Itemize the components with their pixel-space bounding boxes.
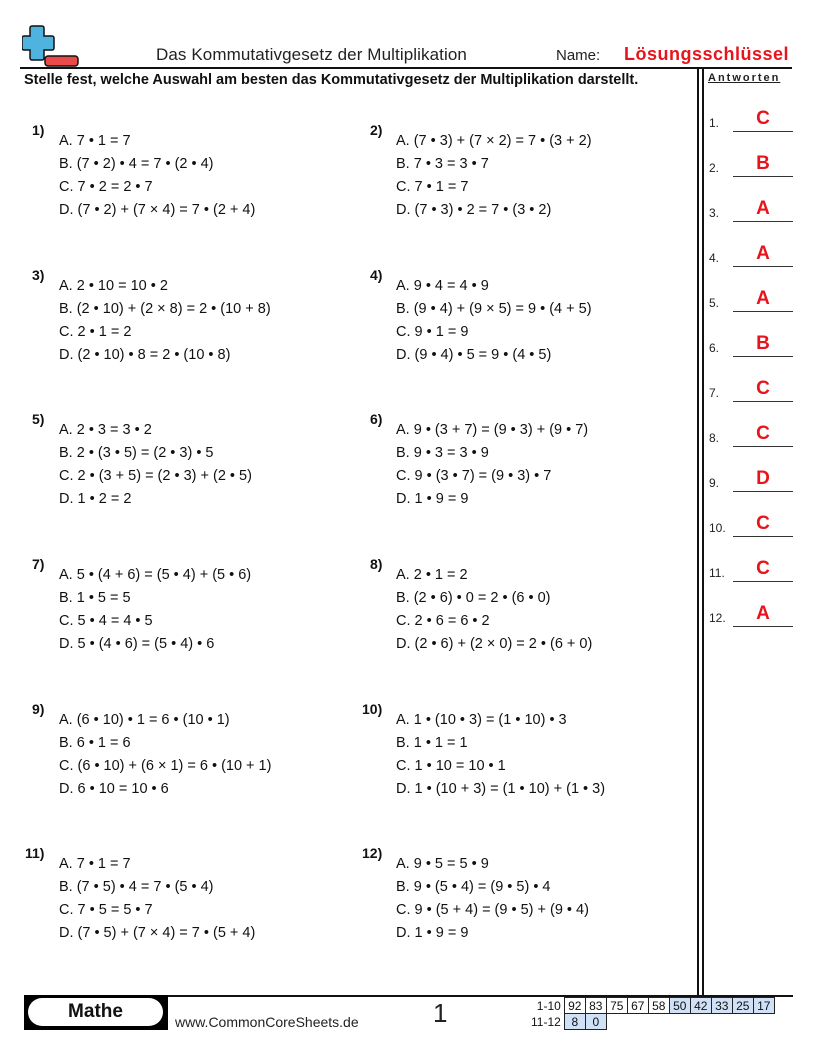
problem-12 [362,845,682,945]
option-a: A. 7 • 1 = 7 [59,856,131,872]
score-row-label: 1-10 [536,998,561,1013]
option-b: B. (7 • 2) • 4 = 7 • (2 • 4) [59,156,214,172]
answer-row [709,196,793,222]
problem-number: 11) [25,845,45,861]
answers-heading: Antworten [708,72,781,84]
option-d: D. (7 • 5) + (7 × 4) = 7 • (5 + 4) [59,925,256,941]
answer-value: C [756,513,770,534]
option-d: D. 1 • 2 = 2 [59,491,132,507]
score-cell: 58 [648,998,669,1014]
option-d: D. (7 • 3) • 2 = 7 • (3 • 2) [396,202,552,218]
answer-row [709,151,793,177]
score-row [528,1014,774,1030]
score-cell: 67 [627,998,648,1014]
logo [22,24,80,68]
option-b: B. 1 • 1 = 1 [396,735,468,751]
answer-line [733,131,793,133]
answer-number: 3. [709,206,720,220]
page-title: Das Kommutativgesetz der Multiplikation [156,45,467,64]
name-field-value: Lösungsschlüssel [624,44,790,64]
problem-number: 2) [370,122,383,138]
option-c: C. 2 • (3 + 5) = (2 • 3) + (2 • 5) [59,468,252,484]
answer-line [733,356,793,358]
problem-7 [32,556,352,656]
score-table [528,997,775,1030]
option-d: D. (9 • 4) • 5 = 9 • (4 • 5) [396,347,552,363]
option-c: C. 2 • 6 = 6 • 2 [396,613,490,629]
option-c: C. 7 • 2 = 2 • 7 [59,179,153,195]
answer-column-divider [702,69,704,997]
problem-1 [32,122,352,222]
answer-number: 6. [709,341,720,355]
answer-line [733,401,793,403]
answer-number: 12. [709,611,726,625]
option-c: C. 7 • 1 = 7 [396,179,469,195]
option-list [59,709,271,801]
problem-number: 4) [370,267,383,283]
name-label: Name: [556,47,601,64]
problem-number: 8) [370,556,383,572]
answer-value: C [756,378,770,399]
score-cell: 8 [564,1014,585,1030]
answer-value: C [756,558,770,579]
problem-10 [362,701,682,801]
answer-number: 7. [709,386,720,400]
score-cell: 33 [711,998,732,1014]
site-link[interactable]: www.CommonCoreSheets.de [175,1014,359,1030]
answer-value: A [756,243,770,264]
answer-row [709,601,793,627]
answer-row [709,421,793,447]
option-d: D. (7 • 2) + (7 × 4) = 7 • (2 + 4) [59,202,256,218]
answer-line [733,491,793,493]
score-cell: 25 [732,998,753,1014]
option-c: C. 9 • 1 = 9 [396,324,469,340]
problem-6 [370,411,690,511]
problem-number: 7) [32,556,45,572]
option-b: B. (7 • 5) • 4 = 7 • (5 • 4) [59,879,214,895]
problem-number: 9) [32,701,45,717]
answer-value: C [756,108,770,129]
score-row [528,998,774,1014]
header-divider [20,67,792,69]
plus-minus-icon [22,24,80,68]
problem-11 [25,845,345,945]
answer-number: 10. [709,521,726,535]
option-d: D. 1 • (10 + 3) = (1 • 10) + (1 • 3) [396,781,606,797]
option-list [59,564,251,656]
answer-line [733,311,793,313]
option-c: C. 1 • 10 = 10 • 1 [396,758,506,774]
option-b: B. 6 • 1 = 6 [59,735,131,751]
problem-number: 12) [362,845,383,861]
score-cell: 17 [753,998,774,1014]
option-d: D. 5 • (4 • 6) = (5 • 4) • 6 [59,636,215,652]
option-d: D. 1 • 9 = 9 [396,491,469,507]
problem-number: 6) [370,411,383,427]
answer-line [733,581,793,583]
option-b: B. 7 • 3 = 3 • 7 [396,156,489,172]
option-list [396,275,592,367]
option-b: B. (9 • 4) + (9 × 5) = 9 • (4 + 5) [396,301,592,317]
option-b: B. 9 • (5 • 4) = (9 • 5) • 4 [396,879,551,895]
option-b: B. 2 • (3 • 5) = (2 • 3) • 5 [59,445,214,461]
option-d: D. 6 • 10 = 10 • 6 [59,781,169,797]
option-d: D. 1 • 9 = 9 [396,925,469,941]
problem-4 [370,267,690,367]
option-list [59,275,271,367]
option-c: C. 2 • 1 = 2 [59,324,132,340]
answer-row [709,511,793,537]
score-cell: 83 [585,998,606,1014]
option-list [59,853,255,945]
score-cell: 50 [669,998,690,1014]
instructions: Stelle fest, welche Auswahl am besten das Kommutativgesetz der Multiplikation darstellt. [24,72,639,88]
answer-number: 8. [709,431,720,445]
option-a: A. 5 • (4 + 6) = (5 • 4) + (5 • 6) [59,567,252,583]
option-a: A. 1 • (10 • 3) = (1 • 10) • 3 [396,712,567,728]
answer-number: 5. [709,296,720,310]
answer-number: 9. [709,476,720,490]
answer-number: 2. [709,161,720,175]
answer-value: D [756,468,770,489]
score-row-label: 11-12 [531,1014,561,1029]
subject-badge: Mathe [28,998,163,1026]
answer-value: A [756,603,770,624]
answer-value: A [756,198,770,219]
answer-line [733,626,793,628]
answer-line [733,266,793,268]
score-cell: 42 [690,998,711,1014]
option-b: B. 9 • 3 = 3 • 9 [396,445,489,461]
option-c: C. 9 • (3 • 7) = (9 • 3) • 7 [396,468,552,484]
option-b: B. 1 • 5 = 5 [59,590,131,606]
score-cell: 0 [585,1014,606,1030]
option-a: A. 7 • 1 = 7 [59,133,131,149]
problem-5 [32,411,352,511]
option-list [396,853,589,945]
option-list [59,419,252,511]
answer-value: B [756,333,770,354]
page-number: 1 [433,998,448,1028]
problem-9 [32,701,352,801]
option-a: A. 9 • 4 = 4 • 9 [396,278,489,294]
answer-line [733,446,793,448]
option-b: B. (2 • 6) • 0 = 2 • (6 • 0) [396,590,551,606]
option-c: C. 7 • 5 = 5 • 7 [59,902,153,918]
answer-line [733,176,793,178]
answer-row [709,466,793,492]
answer-row [709,376,793,402]
option-a: A. 9 • (3 + 7) = (9 • 3) + (9 • 7) [396,422,589,438]
option-list [59,130,255,222]
option-a: A. 2 • 10 = 10 • 2 [59,278,168,294]
option-b: B. (2 • 10) + (2 × 8) = 2 • (10 + 8) [59,301,271,317]
option-d: D. (2 • 10) • 8 = 2 • (10 • 8) [59,347,231,363]
answer-number: 1. [709,116,720,130]
option-list [396,709,605,801]
answer-line [733,221,793,223]
answer-row [709,106,793,132]
option-a: A. 2 • 3 = 3 • 2 [59,422,152,438]
problem-8 [370,556,690,656]
option-a: A. (6 • 10) • 1 = 6 • (10 • 1) [59,712,230,728]
answer-row [709,556,793,582]
problem-number: 1) [32,122,45,138]
problem-3 [32,267,352,367]
answer-number: 11. [709,566,725,580]
answer-row [709,241,793,267]
answer-line [733,536,793,538]
problem-number: 3) [32,267,45,283]
option-list [396,130,592,222]
problem-2 [370,122,690,222]
answer-row [709,286,793,312]
option-c: C. 5 • 4 = 4 • 5 [59,613,153,629]
answer-row [709,331,793,357]
option-c: C. 9 • (5 + 4) = (9 • 5) + (9 • 4) [396,902,589,918]
option-d: D. (2 • 6) + (2 × 0) = 2 • (6 + 0) [396,636,593,652]
problem-number: 10) [362,701,383,717]
option-a: A. (7 • 3) + (7 × 2) = 7 • (3 + 2) [396,133,592,149]
problem-number: 5) [32,411,45,427]
answer-column-divider [697,69,699,997]
option-a: A. 9 • 5 = 5 • 9 [396,856,489,872]
option-a: A. 2 • 1 = 2 [396,567,468,583]
score-cell: 92 [564,998,585,1014]
answer-value: B [756,153,770,174]
score-cell: 75 [606,998,627,1014]
option-c: C. (6 • 10) + (6 × 1) = 6 • (10 + 1) [59,758,272,774]
answer-number: 4. [709,251,720,265]
option-list [396,564,592,656]
answer-value: A [756,288,770,309]
option-list [396,419,588,511]
answer-value: C [756,423,770,444]
